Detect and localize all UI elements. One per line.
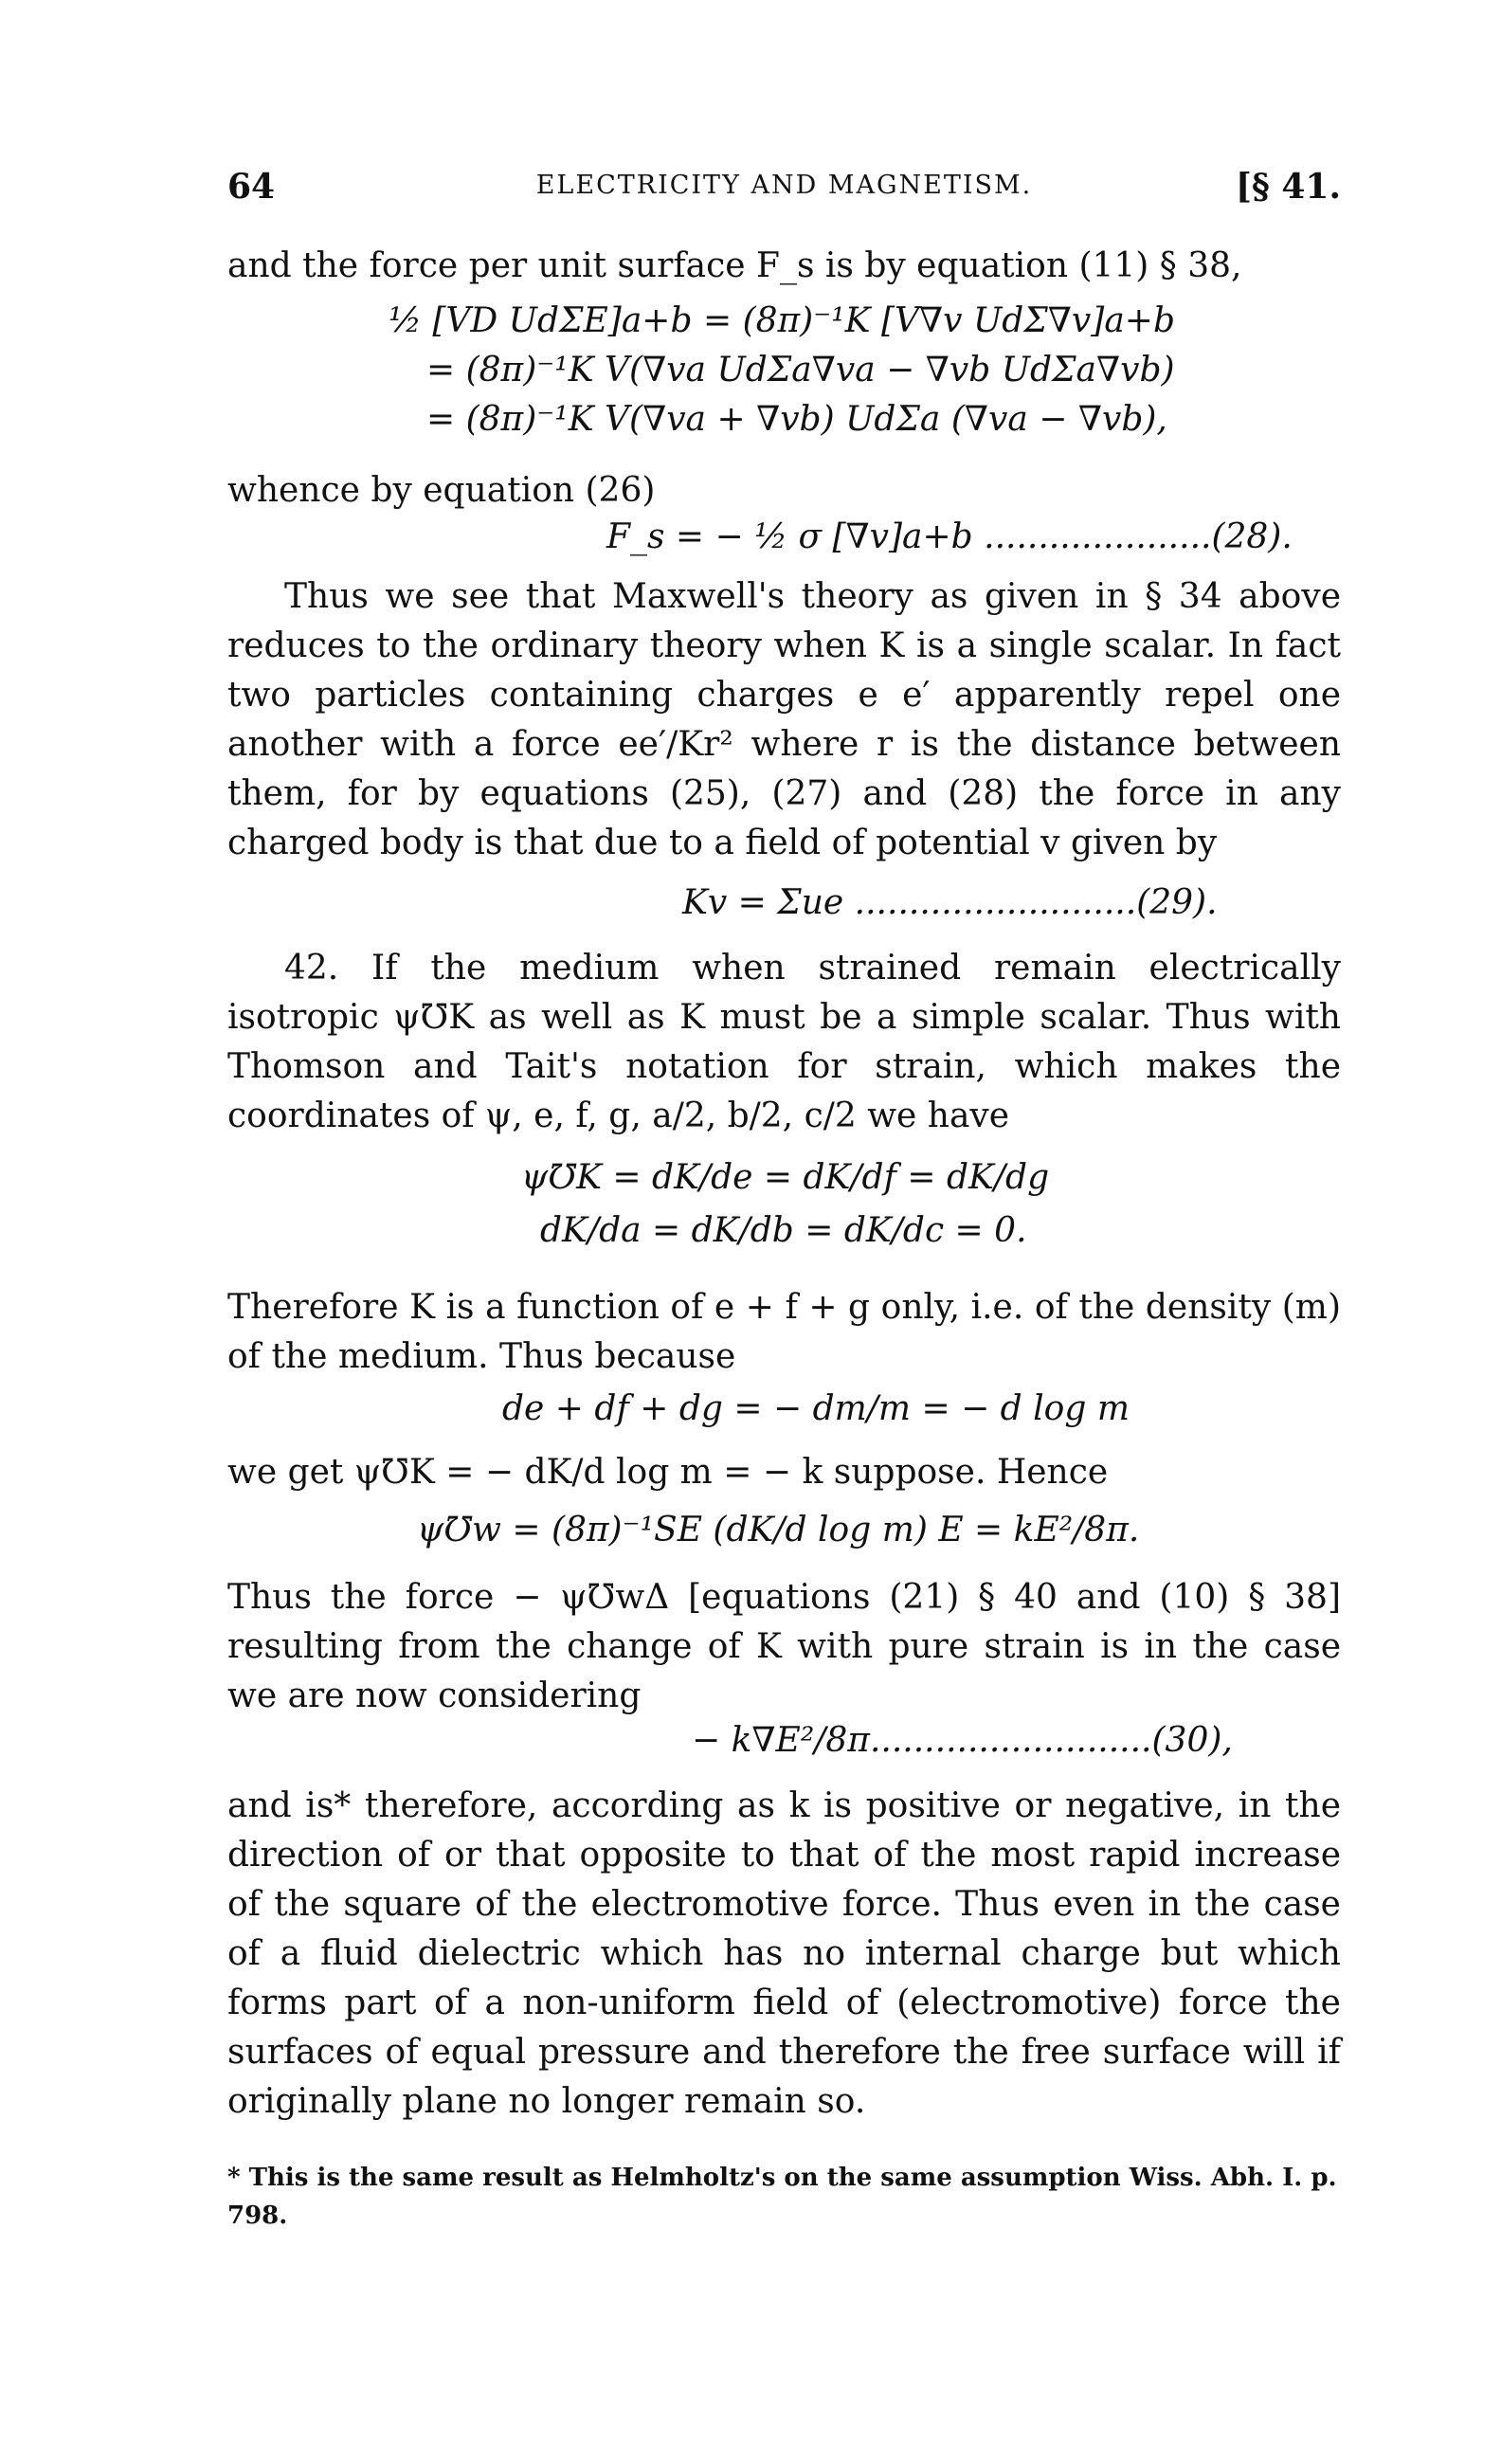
therefore-paragraph — [227, 1283, 1341, 1382]
therefore-text: Therefore K is a function of e + f + g only, i.e. of the density (m) of the medium. Thus because — [227, 1288, 1341, 1376]
equation-w: ψ℧w = (8π)⁻¹SE (dK/d log m) E = kE²/8π. — [417, 1511, 1140, 1549]
we-get-line — [227, 1448, 1341, 1497]
intro-text: and the force per unit surface F_s is by equation (11) § 38, — [227, 246, 1242, 285]
equation-30: − k∇E²/8π..........................(30), — [692, 1721, 1233, 1760]
running-title: ELECTRICITY AND MAGNETISM. — [535, 171, 1033, 200]
whence-text: whence by equation (26) — [227, 471, 656, 510]
footnote: * This is the same result as Helmholtz's on the same assumption Wiss. Abh. I. p. 798. — [227, 2164, 1337, 2230]
equation-strain-2: dK/da = dK/db = dK/dc = 0. — [540, 1211, 1027, 1250]
equation-strain-1: ψ℧K = dK/de = dK/df = dK/dg — [521, 1158, 1050, 1197]
force-paragraph-text: Thus the force − ψ℧wΔ [equations (21) § 40 and (10) § 38] resulting from the change of K with pure strain is in the case we are now considering — [227, 1578, 1341, 1715]
maxwell-paragraph-text: Thus we see that Maxwell's theory as given in § 34 above reduces to the ordinary theory when K is a single scalar. In fact two particles containing charges e e′ apparently repel one another with a force ee′/Kr² where r is the distance between them, for by equations (25), (27) and (28) the force in any charged body is that due to a field of potential v given by — [227, 577, 1341, 862]
equation-density: de + df + dg = − dm/m = − d log m — [502, 1389, 1130, 1428]
final-paragraph — [227, 1782, 1341, 2127]
whence-line — [227, 466, 1341, 516]
intro-line — [227, 242, 1341, 291]
maxwell-paragraph — [227, 572, 1341, 868]
equation-1-line-2: = (8π)⁻¹K V(∇va UdΣa∇va − ∇vb UdΣa∇vb) — [426, 351, 1175, 390]
equation-1-line-3: = (8π)⁻¹K V(∇va + ∇vb) UdΣa (∇va − ∇vb), — [426, 400, 1167, 439]
section-reference: [§ 41. — [1235, 167, 1341, 207]
page-number: 64 — [227, 167, 276, 207]
force-paragraph — [227, 1573, 1341, 1721]
final-paragraph-text: and is* therefore, according as k is positive or negative, in the direction of or that opposite to that of the most rapid increase of the square of the electromotive force. Thus even in the case of a fluid dielectric which has no internal charge but which forms part of a non-uniform field of (electromotive) force the surfaces of equal pressure and therefore the free surface will if originally plane no longer remain so. — [227, 1786, 1341, 2121]
we-get-text: we get ψ℧K = − dK/d log m = − k suppose. Hence — [227, 1453, 1109, 1492]
equation-1-line-1: ½ [VD UdΣE]a+b = (8π)⁻¹K [V∇v UdΣ∇v]a+b — [389, 301, 1175, 340]
equation-28: F_s = − ½ σ [∇v]a+b .....................(28). — [606, 517, 1293, 556]
section-42-paragraph — [227, 944, 1341, 1141]
equation-29: Kv = Σue ..........................(29). — [682, 883, 1218, 922]
page-header — [227, 167, 1341, 214]
section-42-text: 42. If the medium when strained remain electrically isotropic ψ℧K as well as K must be a simple scalar. Thus with Thomson and Tait's notation for strain, which makes the coordinates of ψ, e, f, g, a/2, b/2, c/2 we have — [227, 949, 1341, 1135]
